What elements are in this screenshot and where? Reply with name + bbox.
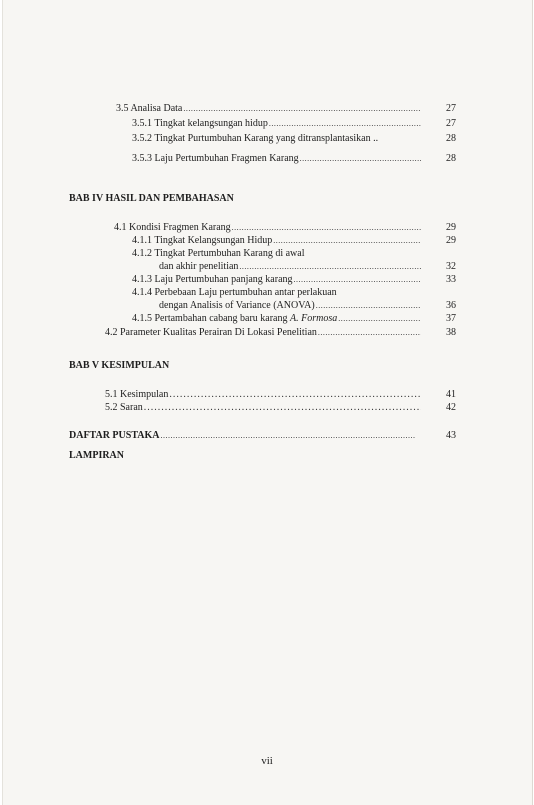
toc-entry-3-5: [116, 103, 421, 115]
toc-entry-text: 5.2 Saran: [105, 402, 143, 413]
toc-leader-dots: [269, 118, 421, 130]
toc-page-number: 27: [446, 103, 456, 114]
toc-page-number: 29: [446, 235, 456, 246]
toc-entry-4-1-2-cont: [159, 261, 421, 273]
toc-page-number: 27: [446, 118, 456, 129]
toc-entry-text: 3.5 Analisa Data: [116, 103, 183, 114]
toc-entry-4-1-3: [132, 274, 421, 286]
toc-page-number: 37: [446, 313, 456, 324]
toc-entry-text: 4.1.3 Laju Pertumbuhan panjang karang: [132, 274, 293, 285]
toc-leader-dots: [232, 222, 421, 234]
toc-leader-dots: [318, 327, 421, 339]
toc-entry-3-5-2: [132, 133, 432, 145]
toc-entry-species-italic: A. Formosa: [290, 313, 338, 324]
toc-page-number: 41: [446, 389, 456, 400]
toc-entry-lampiran: LAMPIRAN: [69, 450, 124, 461]
toc-entry-text: 3.5.1 Tingkat kelangsungan hidup: [132, 118, 268, 129]
toc-page-number: 28: [446, 133, 456, 144]
toc-entry-text: dan akhir penelitian: [159, 261, 239, 272]
toc-page-number: 32: [446, 261, 456, 272]
chapter-heading-bab-iv: BAB IV HASIL DAN PEMBAHASAN: [69, 193, 234, 204]
toc-page-number: 29: [446, 222, 456, 233]
toc-entry-4-1: [114, 222, 421, 234]
toc-entry-4-1-2: [132, 248, 304, 260]
toc-page-number: 28: [446, 153, 456, 164]
toc-entry-5-2: [105, 402, 421, 414]
toc-entry-text: DAFTAR PUSTAKA: [69, 430, 160, 441]
toc-entry-4-1-5: [132, 313, 421, 325]
toc-entry-4-2: [105, 327, 421, 339]
toc-entry-text: 3.5.2 Tingkat Purtumbuhan Karang yang ditransplantasikan ..: [132, 133, 379, 144]
toc-entry-3-5-1: [132, 118, 421, 130]
toc-leader-dots: [294, 274, 421, 286]
toc-entry-text: [132, 313, 337, 325]
toc-entry-4-1-1: [132, 235, 421, 247]
toc-leader-dots: [273, 235, 421, 247]
toc-leader-dots: [160, 430, 415, 442]
toc-page-number: 36: [446, 300, 456, 311]
toc-leader-dots: [239, 261, 421, 273]
toc-entry-text: 5.1 Kesimpulan: [105, 389, 169, 400]
toc-leader-dots: [338, 313, 421, 325]
toc-page-number: 33: [446, 274, 456, 285]
toc-page-number: 38: [446, 327, 456, 338]
toc-entry-text: 4.1.2 Tingkat Pertumbuhan Karang di awal: [132, 248, 305, 259]
toc-entry-daftar-pustaka: [69, 430, 415, 442]
chapter-heading-bab-v: BAB V KESIMPULAN: [69, 360, 170, 371]
toc-entry-4-1-4-cont: [159, 300, 421, 312]
toc-leader-dots: [169, 389, 421, 401]
page-number: vii: [261, 755, 273, 767]
toc-entry-text: 4.1.4 Perbebaan Laju pertumbuhan antar perlakuan: [132, 287, 337, 298]
toc-entry-5-1: [105, 389, 421, 401]
toc-page-number: 43: [446, 430, 456, 441]
toc-entry-text: 4.2 Parameter Kualitas Perairan Di Lokasi Penelitian: [105, 327, 317, 338]
document-page: [2, 0, 533, 805]
toc-entry-text: 4.1 Kondisi Fragmen Karang: [114, 222, 231, 233]
toc-entry-text: 3.5.3 Laju Pertumbuhan Fragmen Karang: [132, 153, 299, 164]
toc-entry-text: dengan Analisis of Variance (ANOVA): [159, 300, 315, 311]
toc-leader-dots: [316, 300, 421, 312]
toc-leader-dots: [183, 103, 421, 115]
toc-entry-text: 4.1.1 Tingkat Kelangsungan Hidup: [132, 235, 273, 246]
toc-entry-3-5-3: [132, 153, 421, 165]
toc-page-number: 42: [446, 402, 456, 413]
toc-leader-dots: [144, 402, 421, 414]
toc-entry-text-roman: 4.1.5 Pertambahan cabang baru karang: [132, 313, 290, 324]
toc-entry-4-1-4: [132, 287, 337, 299]
toc-leader-dots: [300, 153, 421, 165]
